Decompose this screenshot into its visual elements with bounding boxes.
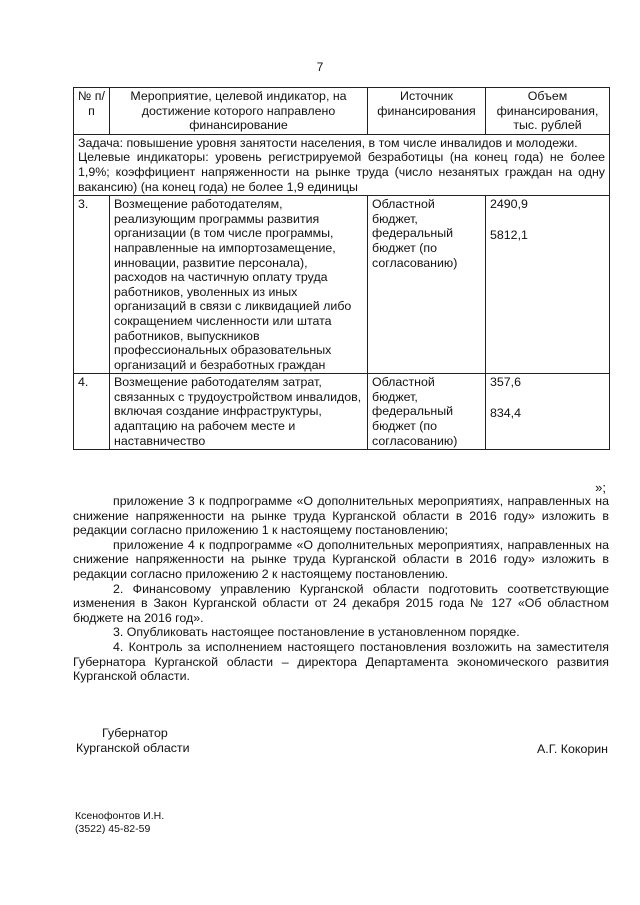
table-row: [74, 374, 610, 450]
volume-federal: 834,4: [490, 405, 522, 420]
row-volume: [486, 196, 610, 374]
volume-regional: 357,6: [490, 375, 522, 390]
signatory-title: [76, 726, 190, 755]
executor-phone: (3522) 45-82-59: [75, 823, 151, 835]
row-num: 4.: [74, 374, 110, 450]
signatory-title-line1: Губернатор: [102, 726, 168, 740]
signatory-name: А.Г. Кокорин: [536, 742, 608, 756]
paragraph: 4. Контроль за исполнением настоящего постановления возложить на заместителя Губернатора Курганской области – директора Департамента экономического развития Курганской области.: [73, 639, 609, 684]
closing-quote: »;: [595, 480, 606, 495]
task-text: Задача: повышение уровня занятости населения, в том числе инвалидов и молодежи.: [78, 135, 578, 150]
executor-info: [75, 810, 164, 836]
paragraph: 2. Финансовому управлению Курганской области подготовить соответствующие изменения в Закон Курганской области от 24 декабря 2015 года № 127 «Об областном бюджете на 2016 год».: [73, 581, 609, 625]
task-cell: [74, 134, 610, 195]
table-row: [74, 196, 610, 374]
row-measure: Возмещение работодателям, реализующим программы развития организации (в том числе программы, направленные на импортозамещение, инновации, развитие персонала), расходов на частичную оплату труда работников, уволенных из иных организаций в связи с ликвидацией либо сокращением численности или штата работников, выпускников профессиональных образовательных организаций и безработных граждан: [110, 196, 368, 374]
volume-regional: 2490,9: [490, 197, 528, 212]
row-measure: Возмещение работодателям затрат, связанных с трудоустройством инвалидов, включая создание инфраструктуры, адаптацию на рабочем месте и наставничество: [110, 374, 368, 450]
financing-table: [73, 87, 610, 450]
row-source: Областной бюджет, федеральный бюджет (по согласованию): [368, 196, 486, 374]
header-source: Источник финансирования: [368, 88, 486, 135]
paragraph: приложение 4 к подпрограмме «О дополнительных мероприятиях, направленных на снижение напряженности на рынке труда Курганской области в 2016 году» изложить в редакции согласно приложению 2 к настоящему постановлению.: [73, 537, 609, 581]
paragraph: 3. Опубликовать настоящее постановление в установленном порядке.: [113, 625, 520, 640]
body-text: [73, 494, 609, 684]
page-number: 7: [316, 60, 324, 74]
header-num: № п/п: [74, 88, 110, 135]
row-source: Областной бюджет, федеральный бюджет (по согласованию): [368, 374, 486, 450]
executor-name: Ксенофонтов И.Н.: [75, 810, 165, 822]
row-num: 3.: [74, 196, 110, 374]
header-measure: Мероприятие, целевой индикатор, на достижение которого направлено финансирование: [110, 88, 368, 135]
header-volume: Объем финансирования, тыс. рублей: [486, 88, 610, 135]
volume-federal: 5812,1: [490, 227, 528, 242]
task-row: [74, 134, 610, 195]
row-volume: [486, 374, 610, 450]
indicators-text: Целевые индикаторы: уровень регистрируемой безработицы (на конец года) не более 1,9%; коэффициент напряженности на рынке труда (число незанятых граждан на одну вакансию) (на конец года) не более 1,9 единицы: [78, 150, 605, 194]
signatory-title-line2: Курганской области: [76, 740, 190, 755]
table-header-row: [74, 88, 610, 135]
paragraph: приложение 3 к подпрограмме «О дополнительных мероприятиях, направленных на снижение напряженности на рынке труда Курганской области в 2016 году» изложить в редакции согласно приложению 1 к настоящему постановлению;: [73, 494, 609, 538]
